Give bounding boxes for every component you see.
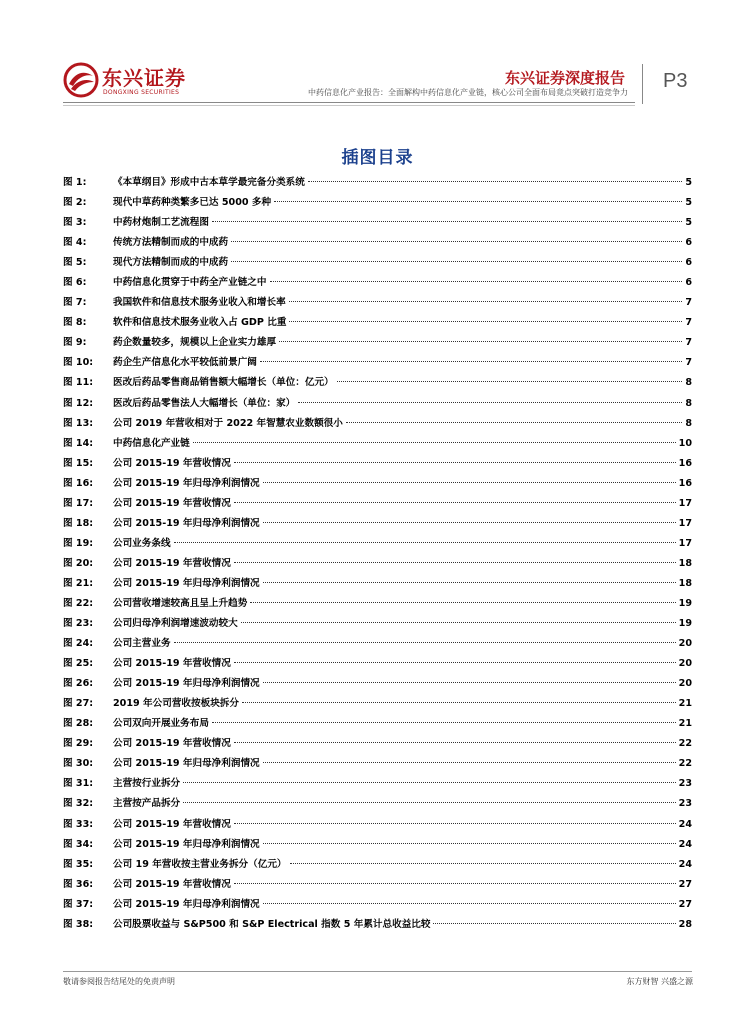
- toc-entry[interactable]: [63, 514, 692, 534]
- toc-entry-title: 医改后药品零售商品销售额大幅增长（单位：亿元）: [113, 377, 334, 389]
- toc-entry[interactable]: [63, 654, 692, 674]
- toc-entry-page: 20: [678, 658, 692, 670]
- toc-entry-label: 图 28:: [63, 718, 94, 730]
- toc-dot-leader: [234, 741, 676, 743]
- toc-entry[interactable]: [63, 273, 692, 293]
- toc-entry-page: 8: [685, 397, 692, 409]
- figure-index-list: [63, 173, 692, 935]
- toc-entry-title: 现代方法精制而成的中成药: [113, 257, 229, 269]
- toc-entry-title: 公司 19 年营收按主营业务拆分（亿元）: [113, 858, 287, 870]
- toc-entry-label: 图 37:: [63, 898, 94, 910]
- toc-dot-leader: [212, 220, 682, 222]
- toc-dot-leader: [234, 822, 676, 824]
- toc-entry-title: 公司 2015-19 年营收情况: [113, 457, 231, 469]
- toc-entry-page: 18: [678, 577, 692, 589]
- toc-entry[interactable]: [63, 414, 692, 434]
- toc-entry-page: 7: [685, 337, 692, 349]
- toc-entry-label: 图 3:: [63, 217, 87, 229]
- toc-entry-page: 6: [685, 237, 692, 249]
- toc-entry[interactable]: [63, 835, 692, 855]
- toc-entry[interactable]: [63, 614, 692, 634]
- toc-entry[interactable]: [63, 774, 692, 794]
- toc-entry-page: 21: [678, 698, 692, 710]
- toc-entry-label: 图 1:: [63, 177, 87, 188]
- toc-entry-title: 《本草纲目》形成中古本草学最完备分类系统: [113, 177, 305, 188]
- toc-dot-leader: [231, 240, 682, 242]
- toc-entry[interactable]: [63, 313, 692, 333]
- toc-entry-page: 20: [678, 638, 692, 650]
- toc-entry[interactable]: [63, 373, 692, 393]
- toc-entry-page: 22: [678, 758, 692, 770]
- toc-entry-title: 药企数量较多，规模以上企业实力雄厚: [113, 337, 277, 349]
- toc-entry-title: 公司 2015-19 年归母净利润情况: [113, 898, 260, 910]
- toc-entry-label: 图 32:: [63, 798, 94, 810]
- toc-entry[interactable]: [63, 534, 692, 554]
- toc-entry-title: 药企生产信息化水平较低前景广阔: [113, 357, 257, 369]
- toc-entry[interactable]: [63, 734, 692, 754]
- toc-entry-title: 医改后药品零售法人大幅增长（单位：家）: [113, 397, 296, 409]
- toc-entry[interactable]: [63, 173, 692, 193]
- toc-title: 插图目录: [341, 148, 414, 168]
- toc-entry[interactable]: [63, 694, 692, 714]
- toc-entry-title: 软件和信息技术服务业收入占 GDP 比重: [113, 317, 287, 329]
- toc-entry-title: 公司归母净利润增速波动较大: [113, 618, 238, 630]
- toc-entry-page: 5: [685, 197, 692, 209]
- toc-dot-leader: [298, 401, 682, 403]
- toc-dot-leader: [308, 180, 682, 182]
- toc-entry-label: 图 34:: [63, 838, 94, 850]
- toc-dot-leader: [270, 280, 683, 282]
- footer-disclaimer: 敬请参阅报告结尾处的免责声明: [63, 977, 175, 986]
- toc-entry-label: 图 24:: [63, 638, 94, 650]
- toc-entry[interactable]: [63, 333, 692, 353]
- toc-dot-leader: [263, 481, 676, 483]
- toc-dot-leader: [234, 501, 676, 503]
- toc-entry-page: 24: [678, 838, 692, 850]
- toc-entry-title: 公司 2015-19 年营收情况: [113, 497, 231, 509]
- toc-dot-leader: [263, 581, 676, 583]
- toc-entry[interactable]: [63, 915, 692, 935]
- toc-entry-label: 图 30:: [63, 758, 94, 770]
- toc-entry-label: 图 27:: [63, 698, 94, 710]
- toc-dot-leader: [250, 601, 675, 603]
- toc-entry-title: 公司 2015-19 年营收情况: [113, 557, 231, 569]
- toc-entry-label: 图 8:: [63, 317, 87, 329]
- footer-rule: [63, 971, 692, 972]
- toc-entry-page: 18: [678, 557, 692, 569]
- toc-entry-title: 公司 2015-19 年归母净利润情况: [113, 678, 260, 690]
- toc-dot-leader: [279, 340, 682, 342]
- toc-entry-page: 23: [678, 778, 692, 790]
- toc-entry[interactable]: [63, 434, 692, 454]
- toc-entry-page: 20: [678, 678, 692, 690]
- toc-entry-label: 图 33:: [63, 818, 94, 830]
- header-vertical-divider: [642, 64, 643, 104]
- footer-slogan: 东方财智 兴盛之源: [626, 977, 693, 986]
- toc-entry-label: 图 16:: [63, 477, 94, 489]
- toc-entry-label: 图 29:: [63, 738, 94, 750]
- toc-entry-label: 图 31:: [63, 778, 94, 790]
- toc-dot-leader: [231, 260, 682, 262]
- toc-dot-leader: [234, 882, 676, 884]
- toc-dot-leader: [433, 922, 675, 924]
- toc-entry-page: 16: [678, 457, 692, 469]
- toc-entry[interactable]: [63, 213, 692, 233]
- toc-entry-title: 公司主营业务: [113, 638, 171, 650]
- toc-entry-label: 图 12:: [63, 397, 94, 409]
- toc-dot-leader: [337, 380, 683, 382]
- toc-entry-title: 公司双向开展业务布局: [113, 718, 209, 730]
- toc-entry[interactable]: [63, 253, 692, 273]
- toc-dot-leader: [263, 902, 676, 904]
- toc-entry-label: 图 5:: [63, 257, 87, 269]
- toc-dot-leader: [234, 461, 676, 463]
- toc-entry-label: 图 15:: [63, 457, 94, 469]
- toc-entry-label: 图 26:: [63, 678, 94, 690]
- toc-dot-leader: [263, 521, 676, 523]
- page-number: P3: [663, 70, 688, 92]
- report-subtitle: 中药信息化产业报告：全面解构中药信息化产业链，核心公司全面布局竟点突破打造竞争力: [308, 88, 628, 97]
- toc-entry-label: 图 21:: [63, 577, 94, 589]
- toc-entry-label: 图 17:: [63, 497, 94, 509]
- toc-entry[interactable]: [63, 895, 692, 915]
- toc-entry-title: 主营按产品拆分: [113, 798, 181, 810]
- toc-entry-title: 传统方法精制而成的中成药: [113, 237, 229, 249]
- toc-dot-leader: [274, 200, 682, 202]
- toc-entry[interactable]: [63, 233, 692, 253]
- toc-entry-label: 图 18:: [63, 517, 94, 529]
- toc-entry-title: 主营按行业拆分: [113, 778, 181, 790]
- toc-entry-label: 图 11:: [63, 377, 94, 389]
- toc-entry-page: 24: [678, 858, 692, 870]
- toc-dot-leader: [241, 621, 676, 623]
- toc-entry-page: 16: [678, 477, 692, 489]
- toc-entry-label: 图 6:: [63, 277, 87, 289]
- header-rule-secondary: [63, 105, 635, 106]
- toc-entry-label: 图 20:: [63, 557, 94, 569]
- toc-entry-title: 公司营收增速较高且呈上升趋势: [113, 597, 248, 609]
- toc-entry-label: 图 38:: [63, 918, 94, 930]
- logo-english-name: DONGXING SECURITIES: [103, 89, 180, 96]
- toc-entry-label: 图 19:: [63, 537, 94, 549]
- toc-entry-page: 6: [685, 257, 692, 269]
- logo-mark-icon: [63, 62, 99, 98]
- toc-entry[interactable]: [63, 394, 692, 414]
- toc-entry[interactable]: [63, 494, 692, 514]
- toc-dot-leader: [290, 862, 676, 864]
- toc-entry-title: 公司 2015-19 年归母净利润情况: [113, 577, 260, 589]
- toc-dot-leader: [234, 561, 676, 563]
- toc-dot-leader: [183, 781, 675, 783]
- toc-entry-title: 公司 2015-19 年营收情况: [113, 738, 231, 750]
- toc-entry-page: 8: [685, 377, 692, 389]
- toc-entry-page: 17: [678, 497, 692, 509]
- toc-entry-page: 5: [685, 177, 692, 188]
- toc-entry-page: 7: [685, 297, 692, 309]
- header-rule: [63, 102, 635, 103]
- toc-dot-leader: [289, 300, 683, 302]
- toc-dot-leader: [193, 441, 676, 443]
- toc-entry[interactable]: [63, 193, 692, 213]
- toc-entry-page: 8: [685, 417, 692, 429]
- toc-entry-page: 17: [678, 517, 692, 529]
- toc-entry-page: 27: [678, 878, 692, 890]
- toc-entry-page: 21: [678, 718, 692, 730]
- toc-entry[interactable]: [63, 474, 692, 494]
- company-logo: [63, 60, 185, 102]
- toc-entry-title: 公司 2015-19 年营收情况: [113, 878, 231, 890]
- brand-report-title: 东兴证券深度报告: [504, 69, 625, 87]
- toc-entry-label: 图 7:: [63, 297, 87, 309]
- toc-entry[interactable]: [63, 855, 692, 875]
- page-header: [0, 0, 755, 110]
- toc-entry-page: 7: [685, 317, 692, 329]
- toc-entry[interactable]: [63, 594, 692, 614]
- toc-entry-page: 27: [678, 898, 692, 910]
- toc-dot-leader: [346, 421, 682, 423]
- toc-entry-page: 24: [678, 818, 692, 830]
- toc-dot-leader: [289, 320, 682, 322]
- toc-dot-leader: [212, 721, 676, 723]
- toc-entry-label: 图 13:: [63, 417, 94, 429]
- toc-entry-title: 公司 2015-19 年营收情况: [113, 658, 231, 670]
- toc-entry-label: 图 25:: [63, 658, 94, 670]
- toc-entry[interactable]: [63, 293, 692, 313]
- toc-entry-label: 图 4:: [63, 237, 87, 249]
- toc-entry[interactable]: [63, 574, 692, 594]
- toc-dot-leader: [260, 360, 682, 362]
- toc-entry-page: 5: [685, 217, 692, 229]
- logo-chinese-name: 东兴证券: [102, 66, 186, 90]
- toc-entry[interactable]: [63, 754, 692, 774]
- toc-entry-label: 图 35:: [63, 858, 94, 870]
- toc-entry[interactable]: [63, 875, 692, 895]
- toc-entry-page: 28: [678, 918, 692, 930]
- toc-entry[interactable]: [63, 554, 692, 574]
- toc-entry-title: 2019 年公司营收按板块拆分: [113, 698, 239, 710]
- toc-entry-title: 公司 2015-19 年归母净利润情况: [113, 758, 260, 770]
- toc-entry-page: 19: [678, 597, 692, 609]
- toc-dot-leader: [263, 842, 676, 844]
- toc-entry[interactable]: [63, 353, 692, 373]
- toc-entry[interactable]: [63, 794, 692, 814]
- toc-entry-title: 中药信息化贯穿于中药全产业链之中: [113, 277, 267, 289]
- toc-entry-title: 公司 2015-19 年归母净利润情况: [113, 517, 260, 529]
- toc-entry-label: 图 14:: [63, 437, 94, 449]
- toc-entry-label: 图 9:: [63, 337, 87, 349]
- toc-entry-label: 图 10:: [63, 357, 94, 369]
- toc-entry-page: 10: [678, 437, 692, 449]
- toc-entry-page: 19: [678, 618, 692, 630]
- toc-entry[interactable]: [63, 634, 692, 654]
- toc-entry-title: 我国软件和信息技术服务业收入和增长率: [113, 297, 286, 309]
- toc-entry-title: 公司 2015-19 年营收情况: [113, 818, 231, 830]
- toc-entry-title: 中药信息化产业链: [113, 437, 190, 449]
- toc-dot-leader: [174, 641, 676, 643]
- toc-entry[interactable]: [63, 454, 692, 474]
- toc-entry-title: 公司业务条线: [113, 537, 171, 549]
- toc-entry-page: 7: [685, 357, 692, 369]
- toc-entry-page: 23: [678, 798, 692, 810]
- toc-dot-leader: [174, 541, 676, 543]
- toc-entry-title: 现代中草药种类繁多已达 5000 多种: [113, 197, 272, 209]
- toc-dot-leader: [263, 761, 676, 763]
- toc-entry-label: 图 2:: [63, 197, 87, 209]
- toc-entry-page: 22: [678, 738, 692, 750]
- toc-dot-leader: [263, 681, 676, 683]
- toc-entry[interactable]: [63, 714, 692, 734]
- toc-entry-label: 图 36:: [63, 878, 94, 890]
- toc-entry-title: 公司 2015-19 年归母净利润情况: [113, 477, 260, 489]
- toc-entry-label: 图 23:: [63, 618, 94, 630]
- toc-entry-label: 图 22:: [63, 597, 94, 609]
- toc-entry-page: 6: [685, 277, 692, 289]
- toc-entry[interactable]: [63, 815, 692, 835]
- toc-entry-title: 中药材炮制工艺流程图: [113, 217, 209, 229]
- toc-dot-leader: [242, 701, 676, 703]
- toc-entry-title: 公司股票收益与 S&P500 和 S&P Electrical 指数 5 年累计总收益比较: [113, 918, 431, 930]
- toc-entry-page: 17: [678, 537, 692, 549]
- toc-entry-title: 公司 2019 年营收相对于 2022 年智慧农业数额很小: [113, 417, 343, 429]
- toc-entry-title: 公司 2015-19 年归母净利润情况: [113, 838, 260, 850]
- toc-dot-leader: [183, 801, 675, 803]
- toc-entry[interactable]: [63, 674, 692, 694]
- toc-dot-leader: [234, 661, 676, 663]
